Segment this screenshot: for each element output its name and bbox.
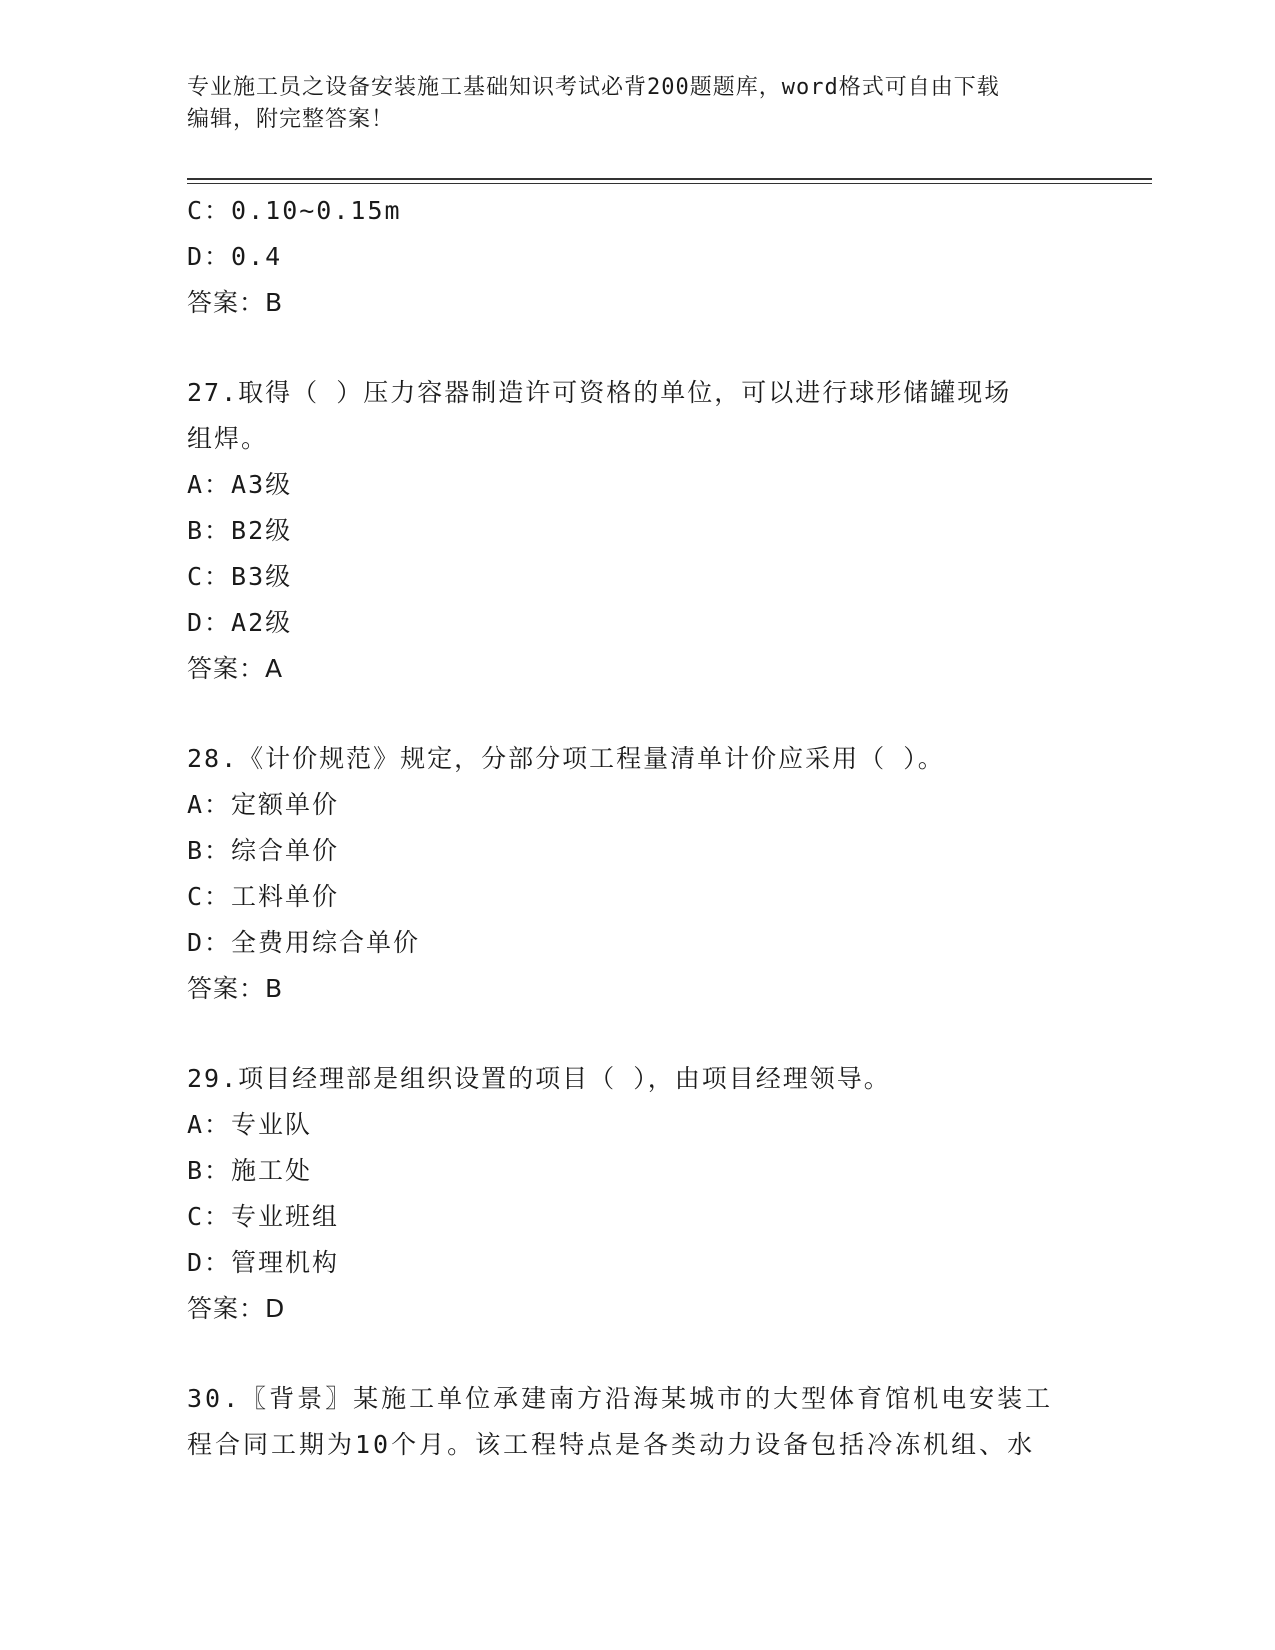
header-divider-thick: [187, 178, 1152, 180]
document-body: [187, 188, 1087, 1468]
answer-line: 答案：D: [187, 1294, 286, 1323]
option-c: C：B3级: [187, 562, 293, 591]
question-text-line-1: 29.项目经理部是组织设置的项目（ ），由项目经理领导。: [187, 1064, 891, 1093]
question-text-line-1: 28.《计价规范》规定，分部分项工程量清单计价应采用（ ）。: [187, 744, 945, 773]
option-d: D：全费用综合单价: [187, 928, 421, 957]
answer-line: 答案：B: [187, 288, 284, 317]
option-c: C：工料单价: [187, 882, 340, 911]
question-26-tail: [187, 188, 1087, 326]
option-b: B：综合单价: [187, 836, 340, 865]
answer-line: 答案：A: [187, 654, 284, 683]
option-d: D：管理机构: [187, 1248, 340, 1277]
question-30: [187, 1376, 1087, 1468]
question-29: [187, 1056, 1087, 1332]
question-28: [187, 736, 1087, 1012]
document-header: [187, 72, 1067, 136]
option-b: B：施工处: [187, 1156, 313, 1185]
option-c: C：专业班组: [187, 1202, 340, 1231]
option-b: B：B2级: [187, 516, 293, 545]
option-d: D：0.4: [187, 242, 283, 271]
question-27: [187, 370, 1087, 692]
header-divider-thin: [187, 183, 1152, 184]
header-title-line-2: 编辑，附完整答案！: [187, 107, 395, 132]
question-text-line-1: 27.取得（ ）压力容器制造许可资格的单位，可以进行球形储罐现场: [187, 378, 1012, 407]
question-text-line-2: 程合同工期为10个月。该工程特点是各类动力设备包括冷冻机组、水: [187, 1430, 1036, 1459]
header-title-line-1: 专业施工员之设备安装施工基础知识考试必背200题题库，word格式可自由下载: [187, 75, 1000, 100]
question-text-line-1: 30.〖背景〗某施工单位承建南方沿海某城市的大型体育馆机电安装工: [187, 1384, 1054, 1413]
option-a: A：定额单价: [187, 790, 340, 819]
question-text-line-2: 组焊。: [187, 424, 269, 453]
option-d: D：A2级: [187, 608, 293, 637]
answer-line: 答案：B: [187, 974, 284, 1003]
option-a: A：专业队: [187, 1110, 313, 1139]
option-c: C：0.10~0.15m: [187, 196, 402, 225]
option-a: A：A3级: [187, 470, 293, 499]
